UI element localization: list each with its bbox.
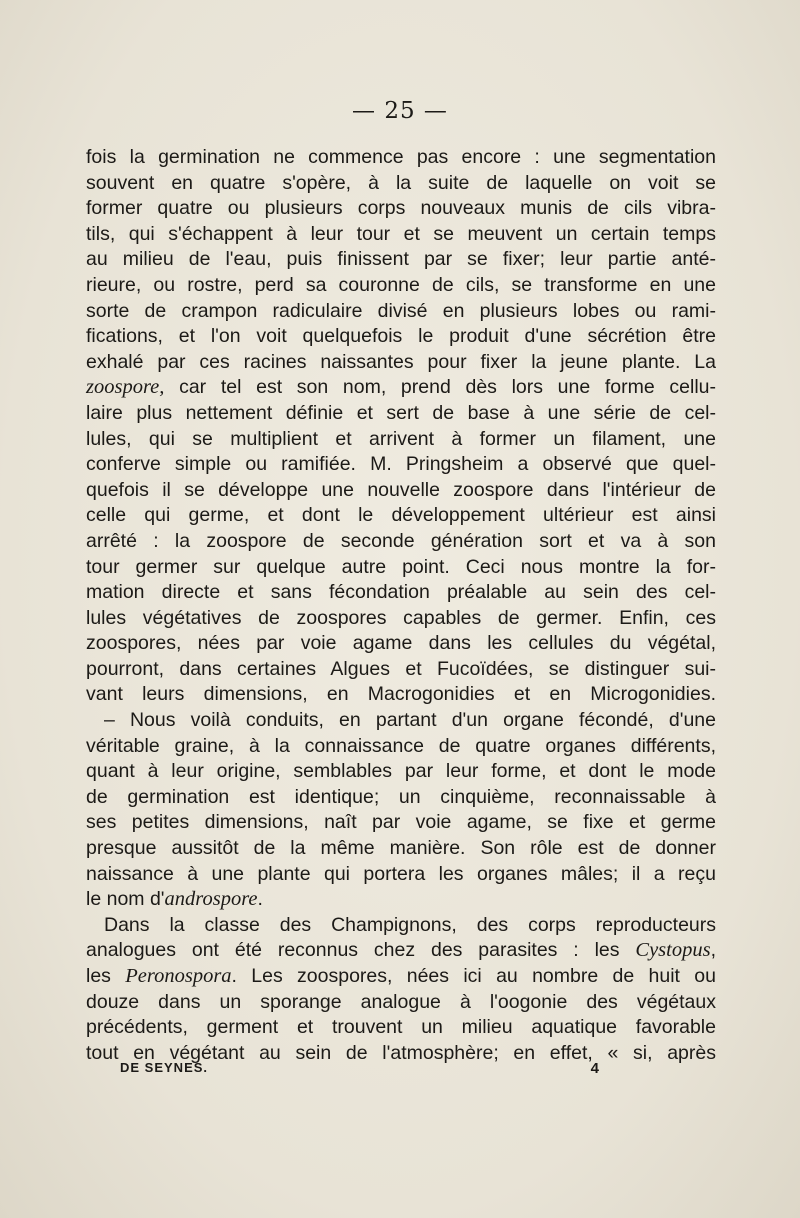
text-line: fications, et l'on voit quelquefois le produit d'une sécrétion être <box>86 325 716 348</box>
text-line: Dans la classe des Champignons, des corps reproducteurs <box>104 913 716 936</box>
italic-term: Peronospora <box>125 965 232 987</box>
text-line: fois la germination ne commence pas encore : une segmentation <box>86 146 716 168</box>
italic-term: zoospore, <box>86 376 165 399</box>
body-text <box>86 145 716 1066</box>
text-line: tout en végétant au sein de l'atmosphère; en effet, « si, après <box>86 1041 716 1064</box>
text-line: conferve simple ou ramifiée. M. Pringsheim a observé que quel- <box>86 453 716 476</box>
text-line: sorte de crampon radiculaire divisé en plusieurs lobes ou rami- <box>86 299 716 322</box>
text-line: les Peronospora. Les zoospores, nées ici au nombre de huit ou <box>86 965 716 987</box>
text-line: arrêté : la zoospore de seconde génération sort et va à son <box>86 529 716 552</box>
signature-mark: DE SEYNES. <box>120 1060 209 1075</box>
text-line: au milieu de l'eau, puis finissent par se fixer; leur partie anté- <box>86 248 716 271</box>
text-line: pourront, dans certaines Algues et Fucoïdées, se distinguer sui- <box>86 657 716 680</box>
text-line: mation directe et sans fécondation préalable au sein des cel- <box>86 581 716 604</box>
text-line: vant leurs dimensions, en Macrogonidies et en Microgonidies. <box>86 683 716 706</box>
text-line: zoospores, nées par voie agame dans les cellules du végétal, <box>86 632 716 655</box>
text-line: analogues ont été reconnus chez des parasites : les Cystopus, <box>86 939 716 962</box>
text-line: le nom d'androspore. <box>86 888 263 911</box>
page-number: — 25 — <box>352 98 448 124</box>
text-line: quant à leur origine, semblables par leur forme, et dont le mode <box>86 760 716 783</box>
text-line: véritable graine, à la connaissance de quatre organes différents, <box>86 734 716 757</box>
text-line: précédents, germent et trouvent un milieu aquatique favorable <box>86 1016 716 1039</box>
text-line: douze dans un sporange analogue à l'oogonie des végétaux <box>86 990 716 1013</box>
text-line: – Nous voilà conduits, en partant d'un organe fécondé, d'une <box>104 709 716 732</box>
text-line: tour germer sur quelque autre point. Ceci nous montre la for- <box>86 555 716 578</box>
text-line: former quatre ou plusieurs corps nouveaux munis de cils vibra- <box>86 197 716 220</box>
text-line: laire plus nettement définie et sert de base à une série de cel- <box>86 401 716 424</box>
italic-term: androspore <box>164 888 258 911</box>
text-line: de germination est identique; un cinquième, reconnaissable à <box>86 785 716 808</box>
text-line: naissance à une plante qui portera les organes mâles; il a reçu <box>86 862 716 885</box>
text-line: tils, qui s'échappent à leur tour et se meuvent un certain temps <box>86 222 716 245</box>
text-line: celle qui germe, et dont le développement ultérieur est ainsi <box>86 504 716 527</box>
text-line: presque aussitôt de la même manière. Son rôle est de donner <box>86 837 716 860</box>
text-line: lules végétatives de zoospores capables de germer. Enfin, ces <box>86 606 716 629</box>
text-line: rieure, ou rostre, perd sa couronne de cils, se transforme en une <box>86 273 716 296</box>
text-line: ses petites dimensions, naît par voie agame, se fixe et germe <box>86 811 716 834</box>
italic-term: Cystopus <box>635 939 711 962</box>
text-line: quefois il se développe une nouvelle zoospore dans l'intérieur de <box>86 478 716 501</box>
text-line: zoospore, car tel est son nom, prend dès lors une forme cellu- <box>86 376 716 399</box>
text-line: exhalé par ces racines naissantes pour fixer la jeune plante. La <box>86 350 716 373</box>
sheet-number: 4 <box>590 1060 600 1077</box>
text-line: lules, qui se multiplient et arrivent à former un filament, une <box>86 427 716 450</box>
text-line: souvent en quatre s'opère, à la suite de laquelle on voit se <box>86 171 716 194</box>
